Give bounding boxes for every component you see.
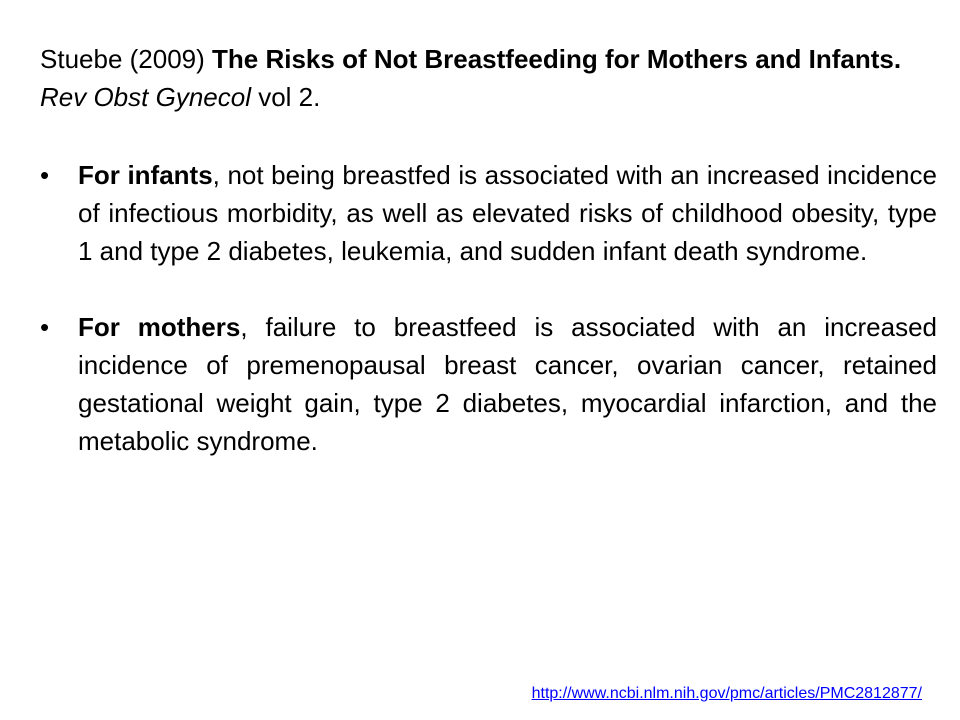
bullet-text: , not being breastfed is associated with an increased incidence of infectious morbidity, as well as elevated risks of childhood obesity, type 1 and type 2 diabetes, leukemia, and sudden infant death syndrome. (78, 160, 937, 266)
bullet-lead: For mothers (78, 312, 241, 342)
citation-title: The Risks of Not Breastfeeding for Mothers and Infants. (212, 44, 902, 74)
bullet-infants (40, 156, 937, 270)
bullet-lead: For infants (78, 160, 213, 190)
bullet-text: , failure to breastfeed is associated with an increased incidence of premenopausal breast cancer, ovarian cancer, retained gestational weight gain, type 2 diabetes, myocardial infarction, and the metabolic syndrome. (78, 312, 938, 456)
bullet-marker: • (40, 160, 50, 190)
citation (40, 40, 920, 116)
citation-journal: Rev Obst Gynecol (40, 82, 251, 112)
citation-volume: vol 2. (250, 82, 321, 112)
bullet-list (40, 156, 937, 498)
citation-author-year: Stuebe (2009) (40, 44, 213, 74)
bullet-marker: • (40, 312, 50, 342)
bullet-mothers (40, 308, 937, 460)
source-link[interactable]: http://www.ncbi.nlm.nih.gov/pmc/articles/PMC2812877/ (531, 685, 922, 702)
